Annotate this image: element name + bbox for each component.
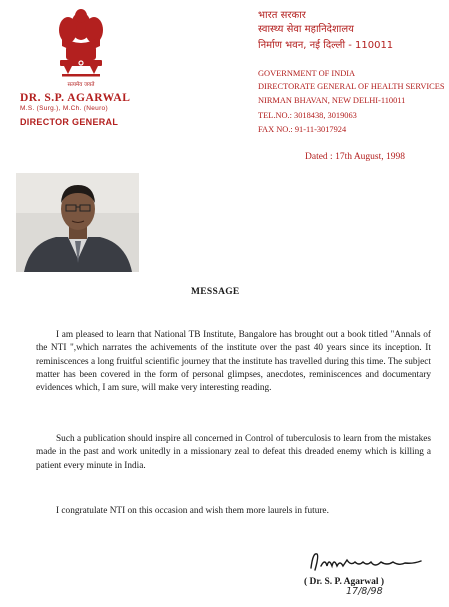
org-line-fax: FAX NO.: 91-11-3017924: [258, 125, 347, 134]
org-line-address: NIRMAN BHAVAN, NEW DELHI-110011: [258, 96, 406, 105]
designation: DIRECTOR GENERAL: [20, 117, 119, 127]
handwritten-signature: [305, 548, 425, 576]
org-line-telephone: TEL.NO.: 3018438, 3019063: [258, 111, 357, 120]
signatory-closing: ( Dr. S. P. Agarwal ): [304, 577, 385, 587]
hindi-line-address: निर्माण भवन, नई दिल्ली - 110011: [258, 40, 394, 51]
qualifications: M.S. (Surg.), M.Ch. (Neuro): [20, 105, 108, 112]
handwritten-date: 17/8/98: [346, 586, 383, 597]
message-paragraph-2: Such a publication should inspire all concerned in Control of tuberculosis to learn from the mistakes made in the past and work unitedly in a missionary zeal to defeat this dreaded enemy which is killing a patient every minute in India.: [36, 434, 431, 471]
national-emblem-icon: [52, 6, 110, 92]
portrait-photo: [16, 173, 139, 272]
org-line-government: GOVERNMENT OF INDIA: [258, 69, 356, 78]
message-paragraph-3: I congratulate NTI on this occasion and wish them more laurels in future.: [56, 506, 329, 516]
signatory-name: DR. S.P. AGARWAL: [20, 92, 131, 104]
message-heading: MESSAGE: [191, 287, 240, 297]
letter-date: Dated : 17th August, 1998: [305, 152, 406, 162]
message-paragraph-1: I am pleased to learn that National TB Institute, Bangalore has brought out a book titled "Annals of the NTI ",which narrates the achivements of the institute over the past 40 years since its inception. It reminiscences a long fruitful scientific journey that the institute has travelled during this time. The subject matter has been covered in the form of personal glimpses, anecdotes, reminiscences and documentary evidences which, I am sure, will make very interesting reading.: [36, 330, 431, 394]
hindi-line-government: भारत सरकार: [258, 10, 306, 21]
org-line-directorate: DIRECTORATE GENERAL OF HEALTH SERVICES: [258, 82, 445, 91]
hindi-line-directorate: स्वास्थ्य सेवा महानिदेशालय: [258, 24, 354, 35]
svg-text:सत्यमेव जयते: सत्यमेव जयते: [67, 82, 95, 88]
